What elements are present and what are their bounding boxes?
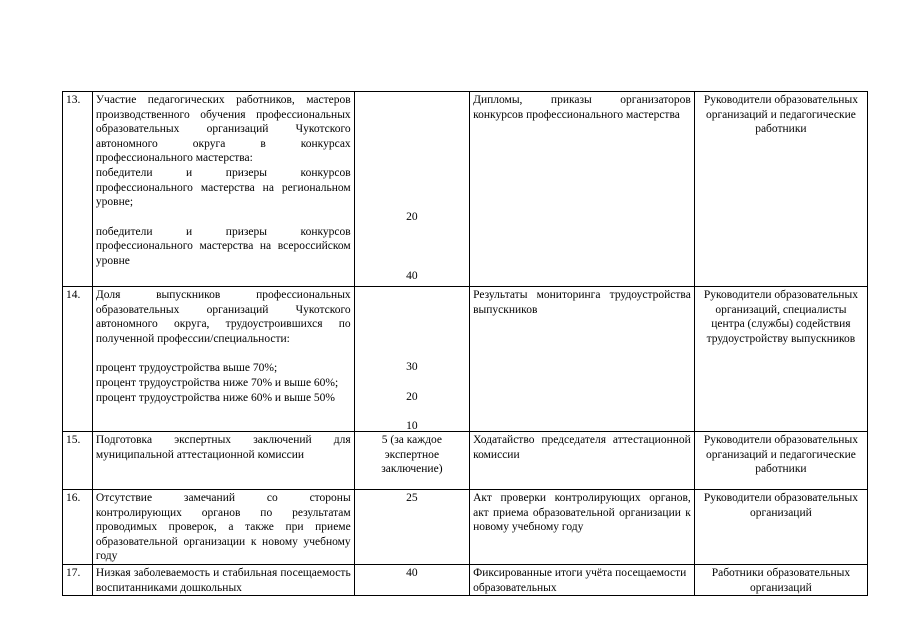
table-row: [63, 565, 868, 596]
criterion-intro: Участие педагогических работников, мастеров производственного обучения профессиональных образовательных организаций Чукотского автономного округа в конкурсах профессионального мастерства:: [95, 94, 351, 165]
criterion-item: процент трудоустройства ниже 70% и выше 60%;: [95, 376, 339, 389]
criterion-cell: [92, 92, 354, 287]
row-number: 13.: [63, 92, 93, 287]
row-number: 15.: [63, 432, 93, 490]
responsible-cell: Руководители образовательных организаций и педагогические работники: [694, 432, 867, 490]
responsible-cell: Руководители образовательных организаций: [694, 490, 867, 565]
points-cell: 25: [354, 490, 469, 565]
table-row: [63, 92, 868, 287]
criterion-intro: Доля выпускников профессиональных образовательных организаций Чукотского автономного округа, трудоустроившихся по полученной профессии/специальности:: [95, 289, 351, 345]
document-cell: Дипломы, приказы организаторов конкурсов профессионального мастерства: [470, 92, 695, 287]
row-number: 16.: [63, 490, 93, 565]
points-cell: 5 (за каждое экспертное заключение): [354, 432, 469, 490]
points-cell: [354, 287, 469, 432]
points-value: 20: [406, 211, 418, 223]
table-row: [63, 287, 868, 432]
document-cell: Акт проверки контролирующих органов, акт приема образовательной организации к новому учебному году: [470, 490, 695, 565]
criterion-cell: Низкая заболеваемость и стабильная посещаемость воспитанниками дошкольных: [92, 565, 354, 596]
responsible-cell: Работники образовательных организаций: [694, 565, 867, 596]
responsible-cell: Руководители образовательных организаций и педагогические работники: [694, 92, 867, 287]
points-value: 20: [406, 391, 418, 403]
points-value: 30: [406, 361, 418, 373]
points-cell: [354, 92, 469, 287]
criterion-item: победители и призеры конкурсов профессионального мастерства на всероссийском уровне: [95, 225, 351, 267]
criterion-cell: Подготовка экспертных заключений для муниципальной аттестационной комиссии: [92, 432, 354, 490]
responsible-cell: Руководители образовательных организаций, специалисты центра (службы) содействия трудоустройству выпускников: [694, 287, 867, 432]
table-row: [63, 490, 868, 565]
points-value: 40: [406, 270, 418, 282]
document-cell: Результаты мониторинга трудоустройства выпускников: [470, 287, 695, 432]
criteria-table: [62, 91, 868, 596]
document-cell: Фиксированные итоги учёта посещаемости образовательных: [470, 565, 695, 596]
points-value: 10: [406, 420, 418, 432]
criterion-item: победители и призеры конкурсов профессионального мастерства на региональном уровне;: [95, 166, 351, 209]
criterion-cell: Отсутствие замечаний со стороны контролирующих органов по результатам проводимых проверок, а также при приеме образовательной организации к новому учебному году: [92, 490, 354, 565]
points-cell: 40: [354, 565, 469, 596]
document-cell: Ходатайство председателя аттестационной комиссии: [470, 432, 695, 490]
criterion-item: процент трудоустройства выше 70%;: [95, 362, 278, 375]
row-number: 14.: [63, 287, 93, 432]
criterion-cell: [92, 287, 354, 432]
criterion-item: процент трудоустройства ниже 60% и выше 50%: [95, 391, 336, 404]
table-row: [63, 432, 868, 490]
row-number: 17.: [63, 565, 93, 596]
